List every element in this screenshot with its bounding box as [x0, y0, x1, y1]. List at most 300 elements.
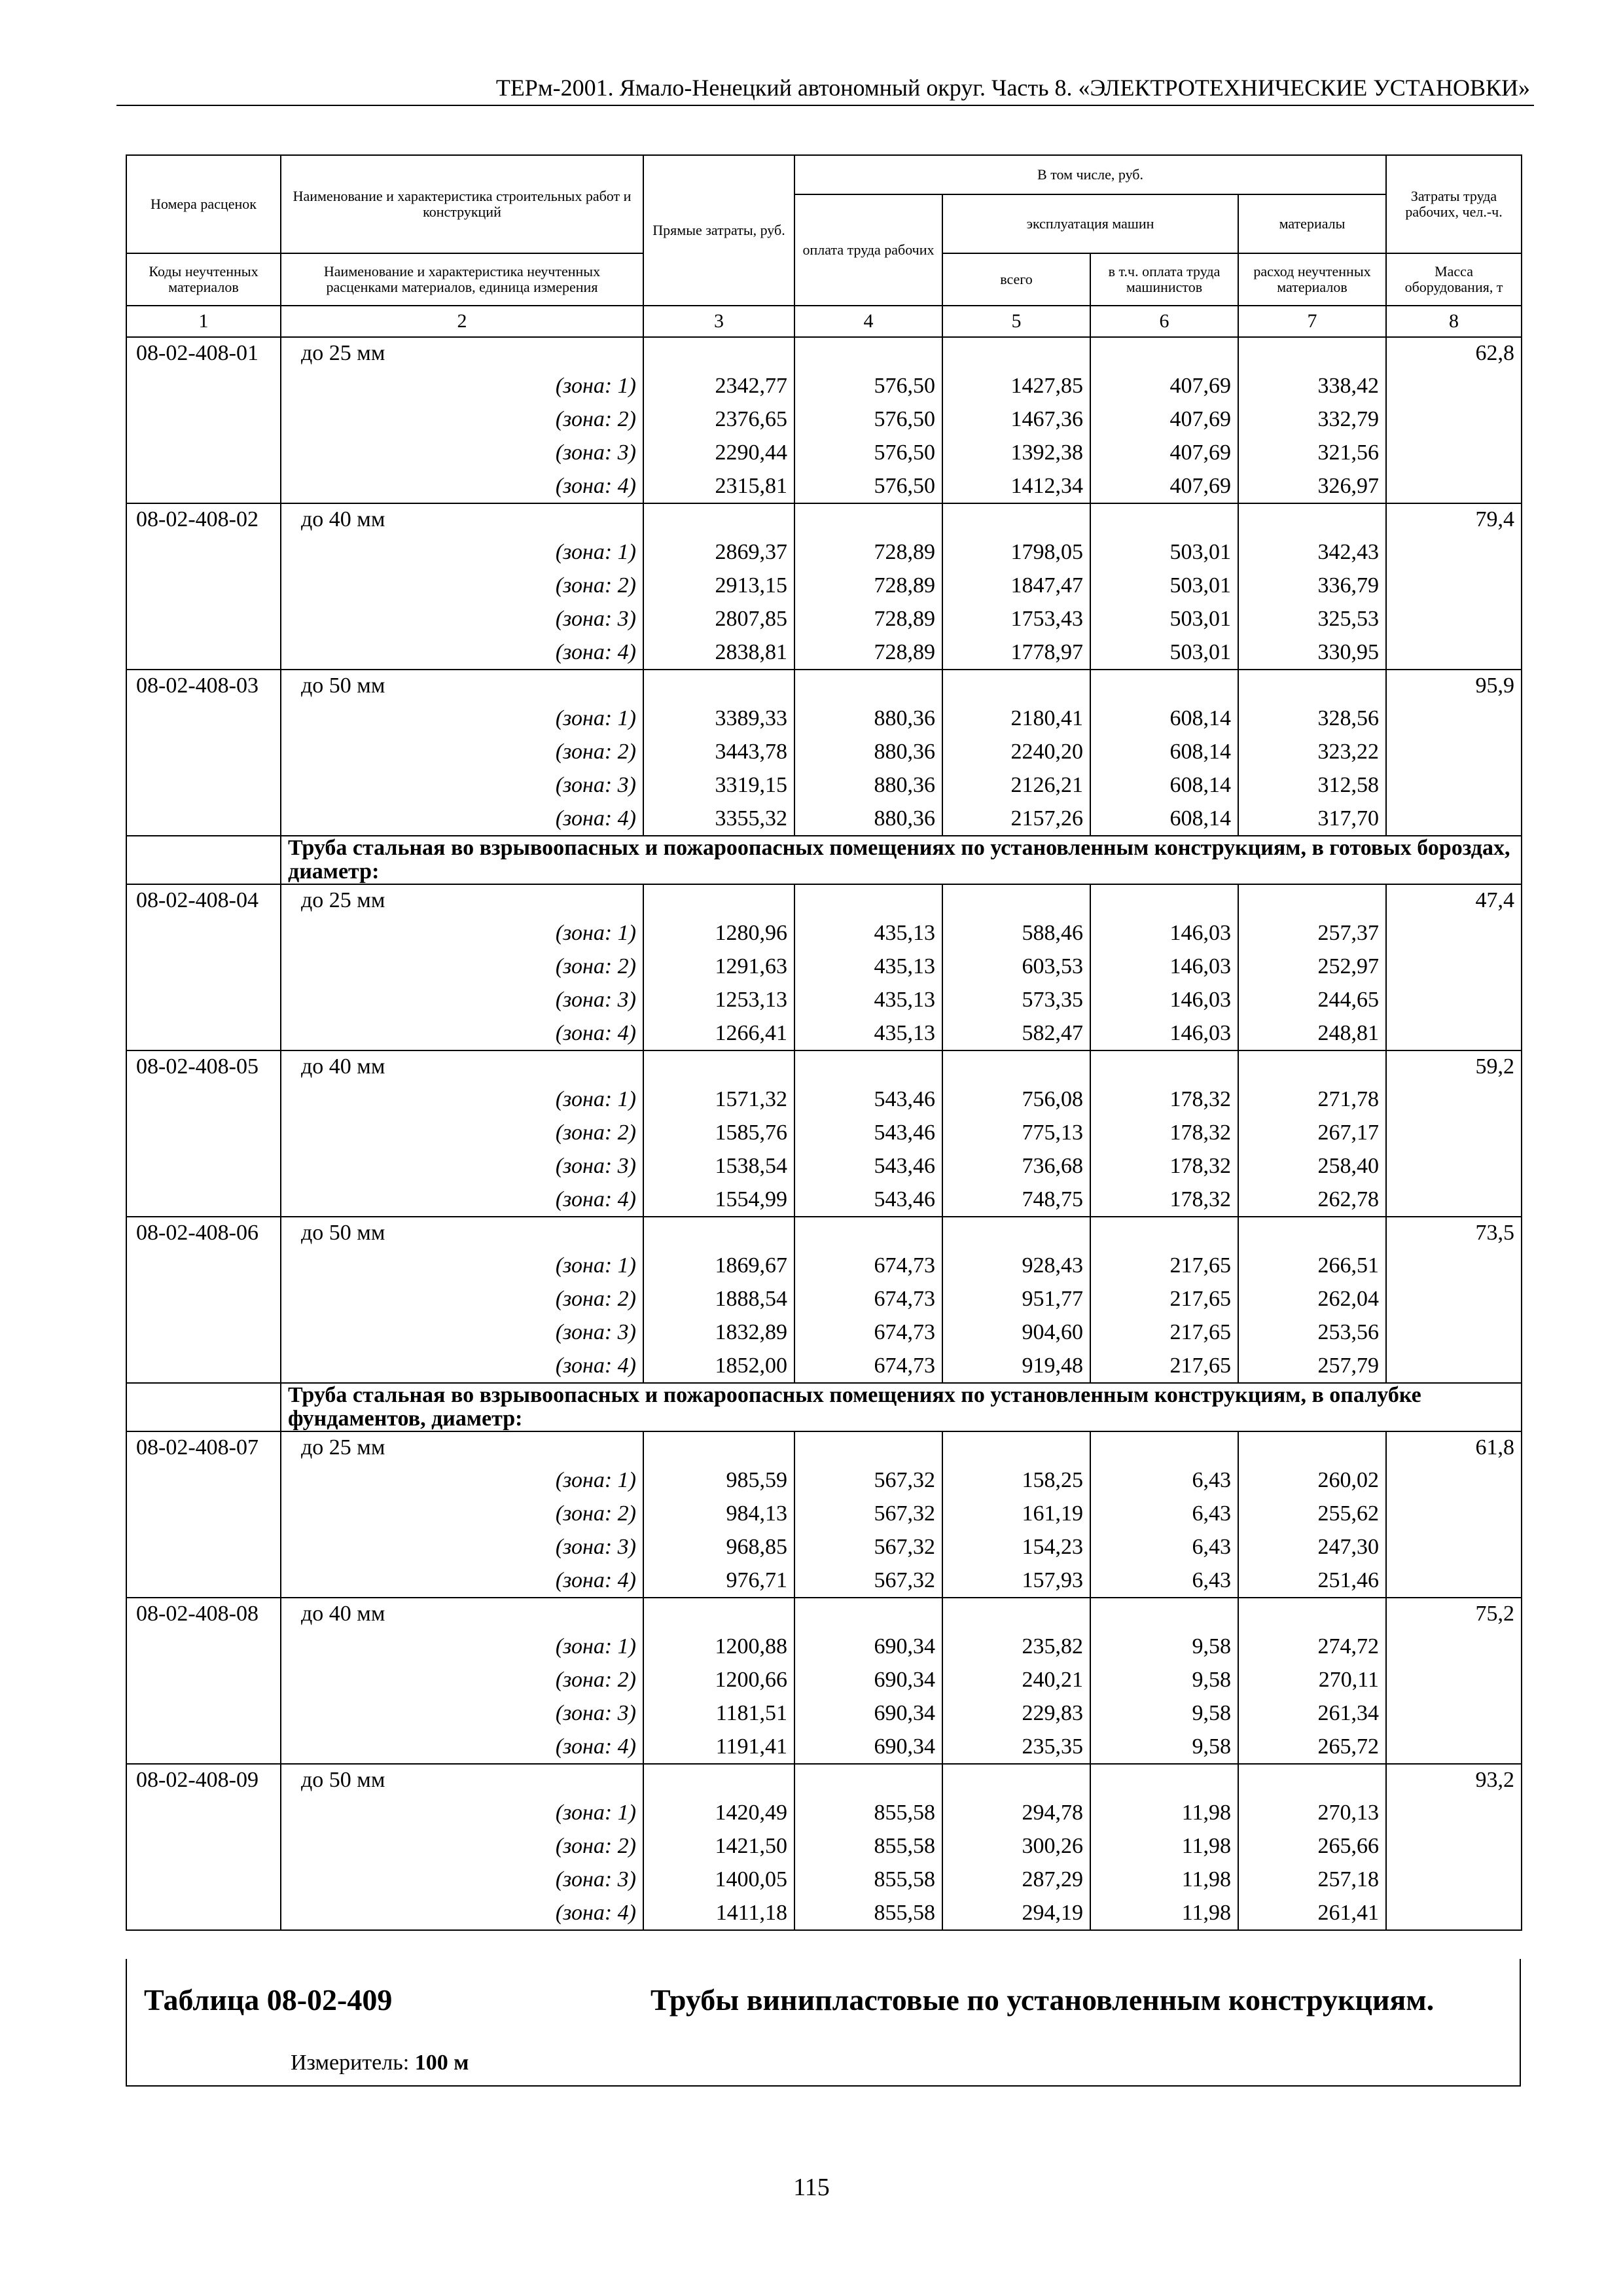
- empty-cell: [1386, 1149, 1522, 1183]
- zone-row: [126, 983, 1522, 1016]
- empty-cell: [1386, 1829, 1522, 1863]
- rate-code: 08-02-408-07: [126, 1431, 281, 1463]
- labor-costs: 47,4: [1386, 884, 1522, 916]
- zone-row: [126, 1349, 1522, 1383]
- rates-table-container: [126, 154, 1521, 1931]
- header-operators-wages: в т.ч. оплата труда машинистов: [1090, 253, 1238, 306]
- direct-costs: 3355,32: [643, 802, 794, 836]
- operators-wages: 217,65: [1090, 1349, 1238, 1383]
- zone-row: [126, 916, 1522, 950]
- measure-value: 100 м: [414, 2051, 469, 2075]
- zone-label: (зона: 2): [281, 1663, 643, 1696]
- workers-wages: 674,73: [794, 1349, 942, 1383]
- machines-total: 588,46: [942, 916, 1090, 950]
- empty-cell: [126, 1896, 281, 1930]
- empty-cell: [643, 1431, 794, 1463]
- direct-costs: 3389,33: [643, 702, 794, 735]
- operators-wages: 11,98: [1090, 1863, 1238, 1896]
- zone-row: [126, 1316, 1522, 1349]
- empty-cell: [1238, 503, 1386, 535]
- zone-row: [126, 1630, 1522, 1663]
- operators-wages: 407,69: [1090, 469, 1238, 503]
- empty-cell: [1090, 1217, 1238, 1249]
- workers-wages: 880,36: [794, 735, 942, 768]
- empty-cell: [942, 1217, 1090, 1249]
- machines-total: 1412,34: [942, 469, 1090, 503]
- empty-cell: [942, 1764, 1090, 1796]
- machines-total: 229,83: [942, 1696, 1090, 1730]
- materials-cost: 328,56: [1238, 702, 1386, 735]
- labor-costs: 95,9: [1386, 670, 1522, 702]
- zone-label: (зона: 4): [281, 1564, 643, 1598]
- zone-label: (зона: 1): [281, 702, 643, 735]
- empty-cell: [126, 602, 281, 636]
- direct-costs: 2290,44: [643, 436, 794, 469]
- zone-label: (зона: 1): [281, 1796, 643, 1829]
- direct-costs: 985,59: [643, 1463, 794, 1497]
- zone-row: [126, 1463, 1522, 1497]
- empty-cell: [1386, 1349, 1522, 1383]
- empty-cell: [126, 836, 281, 884]
- machines-total: 2240,20: [942, 735, 1090, 768]
- empty-cell: [1386, 403, 1522, 436]
- header-unaccounted-materials: расход неучтенных материалов: [1238, 253, 1386, 306]
- empty-cell: [1386, 1249, 1522, 1282]
- materials-cost: 262,78: [1238, 1183, 1386, 1217]
- materials-cost: 251,46: [1238, 1564, 1386, 1598]
- column-number: 3: [643, 306, 794, 337]
- workers-wages: 435,13: [794, 916, 942, 950]
- workers-wages: 543,46: [794, 1116, 942, 1149]
- machines-total: 1847,47: [942, 569, 1090, 602]
- next-table-title: Трубы винипластовые по установленным конструкциям.: [651, 1983, 1435, 2017]
- zone-row: [126, 1497, 1522, 1530]
- rate-name: до 40 мм: [281, 503, 643, 535]
- zone-label: (зона: 1): [281, 369, 643, 403]
- empty-cell: [126, 1796, 281, 1829]
- empty-cell: [126, 1564, 281, 1598]
- operators-wages: 9,58: [1090, 1730, 1238, 1764]
- zone-label: (зона: 3): [281, 1316, 643, 1349]
- empty-cell: [126, 469, 281, 503]
- operators-wages: 178,32: [1090, 1083, 1238, 1116]
- zone-row: [126, 1896, 1522, 1930]
- zone-label: (зона: 1): [281, 535, 643, 569]
- operators-wages: 6,43: [1090, 1530, 1238, 1564]
- zone-label: (зона: 2): [281, 1116, 643, 1149]
- machines-total: 240,21: [942, 1663, 1090, 1696]
- zone-label: (зона: 3): [281, 1530, 643, 1564]
- materials-cost: 267,17: [1238, 1116, 1386, 1149]
- direct-costs: 2376,65: [643, 403, 794, 436]
- materials-cost: 317,70: [1238, 802, 1386, 836]
- zone-row: [126, 950, 1522, 983]
- materials-cost: 261,34: [1238, 1696, 1386, 1730]
- header-material-codes: Коды неучтенных материалов: [126, 253, 281, 306]
- zone-label: (зона: 1): [281, 1630, 643, 1663]
- empty-cell: [126, 1530, 281, 1564]
- zone-label: (зона: 1): [281, 916, 643, 950]
- zone-row: [126, 1083, 1522, 1116]
- machines-total: 748,75: [942, 1183, 1090, 1217]
- operators-wages: 178,32: [1090, 1183, 1238, 1217]
- header-material-names: Наименование и характеристика неучтенных расценками материалов, единица измерения: [281, 253, 643, 306]
- empty-cell: [1386, 950, 1522, 983]
- direct-costs: 3443,78: [643, 735, 794, 768]
- empty-cell: [1238, 1764, 1386, 1796]
- machines-total: 294,78: [942, 1796, 1090, 1829]
- empty-cell: [126, 569, 281, 602]
- materials-cost: 336,79: [1238, 569, 1386, 602]
- empty-cell: [942, 1431, 1090, 1463]
- direct-costs: 976,71: [643, 1564, 794, 1598]
- labor-costs: 62,8: [1386, 337, 1522, 369]
- zone-row: [126, 602, 1522, 636]
- column-number: 6: [1090, 306, 1238, 337]
- rate-code: 08-02-408-03: [126, 670, 281, 702]
- empty-cell: [1386, 535, 1522, 569]
- machines-total: 287,29: [942, 1863, 1090, 1896]
- empty-cell: [794, 503, 942, 535]
- machines-total: 951,77: [942, 1282, 1090, 1316]
- materials-cost: 257,79: [1238, 1349, 1386, 1383]
- operators-wages: 178,32: [1090, 1149, 1238, 1183]
- empty-cell: [1386, 602, 1522, 636]
- workers-wages: 567,32: [794, 1564, 942, 1598]
- operators-wages: 11,98: [1090, 1896, 1238, 1930]
- empty-cell: [126, 1383, 281, 1431]
- workers-wages: 576,50: [794, 403, 942, 436]
- empty-cell: [1386, 1730, 1522, 1764]
- materials-cost: 262,04: [1238, 1282, 1386, 1316]
- workers-wages: 855,58: [794, 1829, 942, 1863]
- labor-costs: 93,2: [1386, 1764, 1522, 1796]
- workers-wages: 576,50: [794, 469, 942, 503]
- materials-cost: 261,41: [1238, 1896, 1386, 1930]
- workers-wages: 543,46: [794, 1149, 942, 1183]
- machines-total: 2180,41: [942, 702, 1090, 735]
- operators-wages: 503,01: [1090, 602, 1238, 636]
- materials-cost: 338,42: [1238, 369, 1386, 403]
- empty-cell: [643, 503, 794, 535]
- group-heading: Труба стальная во взрывоопасных и пожароопасных помещениях по установленным конструкциям, в опалубке фундаментов, диаметр:: [281, 1383, 1522, 1431]
- zone-row: [126, 1016, 1522, 1050]
- rates-table: [126, 154, 1522, 1931]
- empty-cell: [643, 1764, 794, 1796]
- empty-cell: [126, 1316, 281, 1349]
- workers-wages: 674,73: [794, 1249, 942, 1282]
- zone-label: (зона: 4): [281, 802, 643, 836]
- direct-costs: 1538,54: [643, 1149, 794, 1183]
- empty-cell: [643, 1217, 794, 1249]
- empty-cell: [1386, 1282, 1522, 1316]
- empty-cell: [1386, 569, 1522, 602]
- operators-wages: 6,43: [1090, 1497, 1238, 1530]
- operators-wages: 217,65: [1090, 1316, 1238, 1349]
- operators-wages: 146,03: [1090, 1016, 1238, 1050]
- empty-cell: [126, 369, 281, 403]
- empty-cell: [1238, 1050, 1386, 1083]
- workers-wages: 690,34: [794, 1630, 942, 1663]
- header-equipment-mass: Масса оборудования, т: [1386, 253, 1522, 306]
- workers-wages: 880,36: [794, 702, 942, 735]
- group-heading-row: [126, 836, 1522, 884]
- zone-label: (зона: 3): [281, 1149, 643, 1183]
- empty-cell: [126, 1630, 281, 1663]
- zone-label: (зона: 3): [281, 436, 643, 469]
- empty-cell: [1386, 1116, 1522, 1149]
- empty-cell: [126, 1149, 281, 1183]
- empty-cell: [1386, 1896, 1522, 1930]
- operators-wages: 608,14: [1090, 802, 1238, 836]
- workers-wages: 576,50: [794, 369, 942, 403]
- zone-label: (зона: 4): [281, 1896, 643, 1930]
- zone-label: (зона: 2): [281, 950, 643, 983]
- operators-wages: 407,69: [1090, 369, 1238, 403]
- materials-cost: 270,13: [1238, 1796, 1386, 1829]
- empty-cell: [1386, 916, 1522, 950]
- direct-costs: 1266,41: [643, 1016, 794, 1050]
- machines-total: 1467,36: [942, 403, 1090, 436]
- column-number: 4: [794, 306, 942, 337]
- header-wages: оплата труда рабочих: [794, 194, 942, 306]
- materials-cost: 266,51: [1238, 1249, 1386, 1282]
- zone-label: (зона: 3): [281, 1863, 643, 1896]
- machines-total: 919,48: [942, 1349, 1090, 1383]
- workers-wages: 728,89: [794, 636, 942, 670]
- header-machines-total: всего: [942, 253, 1090, 306]
- operators-wages: 503,01: [1090, 636, 1238, 670]
- machines-total: 154,23: [942, 1530, 1090, 1564]
- workers-wages: 855,58: [794, 1863, 942, 1896]
- machines-total: 2126,21: [942, 768, 1090, 802]
- direct-costs: 2913,15: [643, 569, 794, 602]
- workers-wages: 435,13: [794, 1016, 942, 1050]
- zone-label: (зона: 2): [281, 569, 643, 602]
- direct-costs: 3319,15: [643, 768, 794, 802]
- workers-wages: 543,46: [794, 1083, 942, 1116]
- zone-label: (зона: 4): [281, 1183, 643, 1217]
- empty-cell: [1386, 1530, 1522, 1564]
- rate-name: до 50 мм: [281, 1217, 643, 1249]
- column-number: 5: [942, 306, 1090, 337]
- group-heading-row: [126, 1383, 1522, 1431]
- rate-heading-row: [126, 884, 1522, 916]
- zone-row: [126, 1183, 1522, 1217]
- empty-cell: [1386, 1663, 1522, 1696]
- rate-heading-row: [126, 1431, 1522, 1463]
- workers-wages: 674,73: [794, 1316, 942, 1349]
- empty-cell: [1386, 1316, 1522, 1349]
- zone-label: (зона: 2): [281, 1497, 643, 1530]
- operators-wages: 146,03: [1090, 950, 1238, 983]
- machines-total: 775,13: [942, 1116, 1090, 1149]
- zone-label: (зона: 4): [281, 1730, 643, 1764]
- zone-row: [126, 369, 1522, 403]
- empty-cell: [126, 1249, 281, 1282]
- empty-cell: [126, 916, 281, 950]
- workers-wages: 690,34: [794, 1696, 942, 1730]
- machines-total: 1427,85: [942, 369, 1090, 403]
- operators-wages: 407,69: [1090, 403, 1238, 436]
- materials-cost: 247,30: [1238, 1530, 1386, 1564]
- rate-code: 08-02-408-05: [126, 1050, 281, 1083]
- empty-cell: [1386, 1564, 1522, 1598]
- workers-wages: 567,32: [794, 1530, 942, 1564]
- empty-cell: [1386, 1630, 1522, 1663]
- zone-row: [126, 1863, 1522, 1896]
- empty-cell: [1386, 983, 1522, 1016]
- empty-cell: [1386, 1497, 1522, 1530]
- header-rule: [116, 105, 1534, 106]
- machines-total: 904,60: [942, 1316, 1090, 1349]
- zone-label: (зона: 4): [281, 1016, 643, 1050]
- machines-total: 235,35: [942, 1730, 1090, 1764]
- empty-cell: [1386, 1083, 1522, 1116]
- direct-costs: 1421,50: [643, 1829, 794, 1863]
- zone-row: [126, 702, 1522, 735]
- zone-row: [126, 569, 1522, 602]
- zone-row: [126, 1829, 1522, 1863]
- empty-cell: [126, 702, 281, 735]
- zone-row: [126, 535, 1522, 569]
- zone-row: [126, 735, 1522, 768]
- column-number-row: [126, 306, 1522, 337]
- materials-cost: 257,18: [1238, 1863, 1386, 1896]
- direct-costs: 1832,89: [643, 1316, 794, 1349]
- empty-cell: [126, 1730, 281, 1764]
- direct-costs: 1554,99: [643, 1183, 794, 1217]
- empty-cell: [1386, 1696, 1522, 1730]
- empty-cell: [942, 337, 1090, 369]
- header-labor-costs: Затраты труда рабочих, чел.-ч.: [1386, 155, 1522, 253]
- workers-wages: 435,13: [794, 950, 942, 983]
- materials-cost: 342,43: [1238, 535, 1386, 569]
- workers-wages: 567,32: [794, 1463, 942, 1497]
- direct-costs: 1191,41: [643, 1730, 794, 1764]
- zone-row: [126, 636, 1522, 670]
- header-rate-numbers: Номера расценок: [126, 155, 281, 253]
- next-table-label: Таблица 08-02-409: [144, 1983, 393, 2017]
- direct-costs: 2838,81: [643, 636, 794, 670]
- empty-cell: [794, 1431, 942, 1463]
- zone-row: [126, 1663, 1522, 1696]
- rate-heading-row: [126, 1764, 1522, 1796]
- empty-cell: [126, 1863, 281, 1896]
- empty-cell: [1386, 436, 1522, 469]
- group-heading: Труба стальная во взрывоопасных и пожароопасных помещениях по установленным конструкциям, в готовых бороздах, диаметр:: [281, 836, 1522, 884]
- empty-cell: [794, 884, 942, 916]
- operators-wages: 11,98: [1090, 1796, 1238, 1829]
- empty-cell: [126, 636, 281, 670]
- empty-cell: [1238, 1598, 1386, 1630]
- rate-code: 08-02-408-02: [126, 503, 281, 535]
- direct-costs: 1411,18: [643, 1896, 794, 1930]
- direct-costs: 1869,67: [643, 1249, 794, 1282]
- machines-total: 573,35: [942, 983, 1090, 1016]
- zone-label: (зона: 3): [281, 602, 643, 636]
- operators-wages: 6,43: [1090, 1564, 1238, 1598]
- materials-cost: 271,78: [1238, 1083, 1386, 1116]
- rate-name: до 40 мм: [281, 1050, 643, 1083]
- empty-cell: [643, 1598, 794, 1630]
- rate-name: до 25 мм: [281, 884, 643, 916]
- materials-cost: 258,40: [1238, 1149, 1386, 1183]
- rate-name: до 25 мм: [281, 1431, 643, 1463]
- header-work-name: Наименование и характеристика строительных работ и конструкций: [281, 155, 643, 253]
- machines-total: 1798,05: [942, 535, 1090, 569]
- empty-cell: [126, 535, 281, 569]
- workers-wages: 855,58: [794, 1896, 942, 1930]
- zone-row: [126, 1696, 1522, 1730]
- empty-cell: [126, 1663, 281, 1696]
- zone-row: [126, 1730, 1522, 1764]
- zone-label: (зона: 4): [281, 636, 643, 670]
- materials-cost: 326,97: [1238, 469, 1386, 503]
- running-header: ТЕРм-2001. Ямало-Ненецкий автономный округ. Часть 8. «ЭЛЕКТРОТЕХНИЧЕСКИЕ УСТАНОВКИ»: [495, 75, 1530, 101]
- zone-label: (зона: 4): [281, 1349, 643, 1383]
- empty-cell: [126, 1696, 281, 1730]
- empty-cell: [1090, 1764, 1238, 1796]
- zone-label: (зона: 2): [281, 1282, 643, 1316]
- empty-cell: [126, 403, 281, 436]
- zone-row: [126, 1249, 1522, 1282]
- zone-row: [126, 802, 1522, 836]
- empty-cell: [126, 768, 281, 802]
- materials-cost: 265,72: [1238, 1730, 1386, 1764]
- empty-cell: [1238, 337, 1386, 369]
- machines-total: 235,82: [942, 1630, 1090, 1663]
- rate-heading-row: [126, 503, 1522, 535]
- labor-costs: 79,4: [1386, 503, 1522, 535]
- rate-code: 08-02-408-01: [126, 337, 281, 369]
- machines-total: 2157,26: [942, 802, 1090, 836]
- empty-cell: [1090, 1050, 1238, 1083]
- zone-row: [126, 1530, 1522, 1564]
- machines-total: 1778,97: [942, 636, 1090, 670]
- zone-row: [126, 1149, 1522, 1183]
- zone-row: [126, 1564, 1522, 1598]
- machines-total: 756,08: [942, 1083, 1090, 1116]
- rate-code: 08-02-408-06: [126, 1217, 281, 1249]
- operators-wages: 217,65: [1090, 1249, 1238, 1282]
- labor-costs: 61,8: [1386, 1431, 1522, 1463]
- column-number: 8: [1386, 306, 1522, 337]
- machines-total: 603,53: [942, 950, 1090, 983]
- direct-costs: 1585,76: [643, 1116, 794, 1149]
- empty-cell: [942, 503, 1090, 535]
- zone-label: (зона: 1): [281, 1249, 643, 1282]
- direct-costs: 1200,88: [643, 1630, 794, 1663]
- empty-cell: [1386, 802, 1522, 836]
- materials-cost: 274,72: [1238, 1630, 1386, 1663]
- zone-label: (зона: 1): [281, 1083, 643, 1116]
- empty-cell: [942, 884, 1090, 916]
- zone-row: [126, 403, 1522, 436]
- direct-costs: 2869,37: [643, 535, 794, 569]
- empty-cell: [643, 337, 794, 369]
- direct-costs: 968,85: [643, 1530, 794, 1564]
- materials-cost: 248,81: [1238, 1016, 1386, 1050]
- zone-label: (зона: 2): [281, 735, 643, 768]
- header-direct-costs: Прямые затраты, руб.: [643, 155, 794, 306]
- empty-cell: [126, 1083, 281, 1116]
- rate-heading-row: [126, 1598, 1522, 1630]
- empty-cell: [942, 1050, 1090, 1083]
- direct-costs: 1888,54: [643, 1282, 794, 1316]
- empty-cell: [1238, 1217, 1386, 1249]
- materials-cost: 257,37: [1238, 916, 1386, 950]
